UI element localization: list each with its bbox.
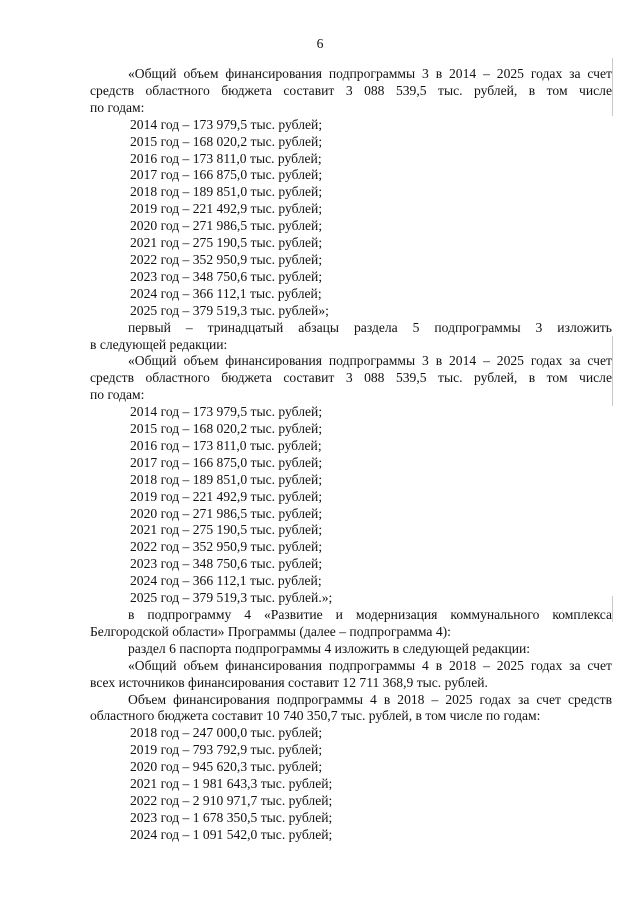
margin-mark <box>612 336 613 406</box>
year-amount-line: 2021 год – 275 190,5 тыс. рублей; <box>130 522 323 538</box>
year-amount-line: 2021 год – 275 190,5 тыс. рублей; <box>130 235 323 251</box>
year-amount-line: 2017 год – 166 875,0 тыс. рублей; <box>130 454 323 470</box>
year-amount-line: 2016 год – 173 811,0 тыс. рублей; <box>130 150 322 166</box>
year-amount-line: 2015 год – 168 020,2 тыс. рублей; <box>130 133 323 149</box>
year-amount-line: 2018 год – 189 851,0 тыс. рублей; <box>130 471 323 487</box>
margin-mark <box>612 58 613 116</box>
year-amount-line: 2021 год – 1 981 643,3 тыс. рублей; <box>130 776 333 792</box>
paragraph-line: Белгородской области» Программы (далее – подпрограмма 4): <box>90 623 451 639</box>
paragraph-line: в подпрограмму 4 «Развитие и модернизация коммунального комплекса <box>128 607 612 622</box>
paragraph-line: всех источников финансирования составит 12 711 368,9 тыс. рублей. <box>90 674 488 690</box>
year-amount-line: 2023 год – 348 750,6 тыс. рублей; <box>130 556 323 572</box>
page-number: 6 <box>316 36 324 51</box>
paragraph-line: «Общий объем финансирования подпрограммы 4 в 2018 – 2025 годах за счет <box>128 657 612 673</box>
year-amount-line: 2023 год – 348 750,6 тыс. рублей; <box>130 268 323 284</box>
year-amount-line: 2022 год – 352 950,9 тыс. рублей; <box>130 251 323 267</box>
year-amount-line: 2019 год – 221 492,9 тыс. рублей; <box>130 201 323 217</box>
year-amount-line: 2024 год – 366 112,1 тыс. рублей; <box>130 573 322 589</box>
paragraph-line: первый – тринадцатый абзацы раздела 5 подпрограммы 3 изложить <box>128 319 612 335</box>
paragraph-line: средств областного бюджета составит 3 088 539,5 тыс. рублей, в том числе <box>90 370 612 386</box>
paragraph-line: по годам: <box>90 387 145 403</box>
year-amount-line: 2018 год – 247 000,0 тыс. рублей; <box>130 725 323 741</box>
year-amount-line: 2024 год – 1 091 542,0 тыс. рублей; <box>130 826 333 842</box>
year-amount-line: 2020 год – 945 620,3 тыс. рублей; <box>130 759 323 775</box>
year-amount-line: 2018 год – 189 851,0 тыс. рублей; <box>130 184 323 200</box>
document-body <box>90 66 612 844</box>
paragraph-line: раздел 6 паспорта подпрограммы 4 изложить в следующей редакции: <box>128 640 531 656</box>
paragraph-line: по годам: <box>90 99 145 115</box>
year-amount-line: 2020 год – 271 986,5 тыс. рублей; <box>130 505 323 521</box>
year-amount-line: 2019 год – 793 792,9 тыс. рублей; <box>130 742 323 758</box>
year-amount-line: 2024 год – 366 112,1 тыс. рублей; <box>130 285 322 301</box>
margin-mark <box>612 596 613 622</box>
year-amount-line: 2020 год – 271 986,5 тыс. рублей; <box>130 218 323 234</box>
year-amount-line: 2014 год – 173 979,5 тыс. рублей; <box>130 404 323 420</box>
year-amount-line: 2016 год – 173 811,0 тыс. рублей; <box>130 437 322 453</box>
year-amount-line: 2017 год – 166 875,0 тыс. рублей; <box>130 167 323 183</box>
year-amount-line: 2023 год – 1 678 350,5 тыс. рублей; <box>130 809 333 825</box>
year-amount-line: 2025 год – 379 519,3 тыс. рублей»; <box>130 302 329 318</box>
year-amount-line: 2025 год – 379 519,3 тыс. рублей.»; <box>130 590 333 606</box>
paragraph-line: «Общий объем финансирования подпрограммы 3 в 2014 – 2025 годах за счет <box>128 66 612 81</box>
paragraph-line: средств областного бюджета составит 3 088 539,5 тыс. рублей, в том числе <box>90 82 612 98</box>
paragraph-line: областного бюджета составит 10 740 350,7 тыс. рублей, в том числе по годам: <box>90 708 541 724</box>
year-amount-line: 2022 год – 2 910 971,7 тыс. рублей; <box>130 792 333 808</box>
paragraph-line: в следующей редакции: <box>90 336 228 352</box>
year-amount-line: 2019 год – 221 492,9 тыс. рублей; <box>130 488 323 504</box>
year-amount-line: 2022 год – 352 950,9 тыс. рублей; <box>130 539 323 555</box>
year-amount-line: 2015 год – 168 020,2 тыс. рублей; <box>130 421 323 437</box>
paragraph-line: «Общий объем финансирования подпрограммы 3 в 2014 – 2025 годах за счет <box>128 353 612 369</box>
paragraph-line: Объем финансирования подпрограммы 4 в 2018 – 2025 годах за счет средств <box>128 691 612 707</box>
year-amount-line: 2014 год – 173 979,5 тыс. рублей; <box>130 116 323 132</box>
